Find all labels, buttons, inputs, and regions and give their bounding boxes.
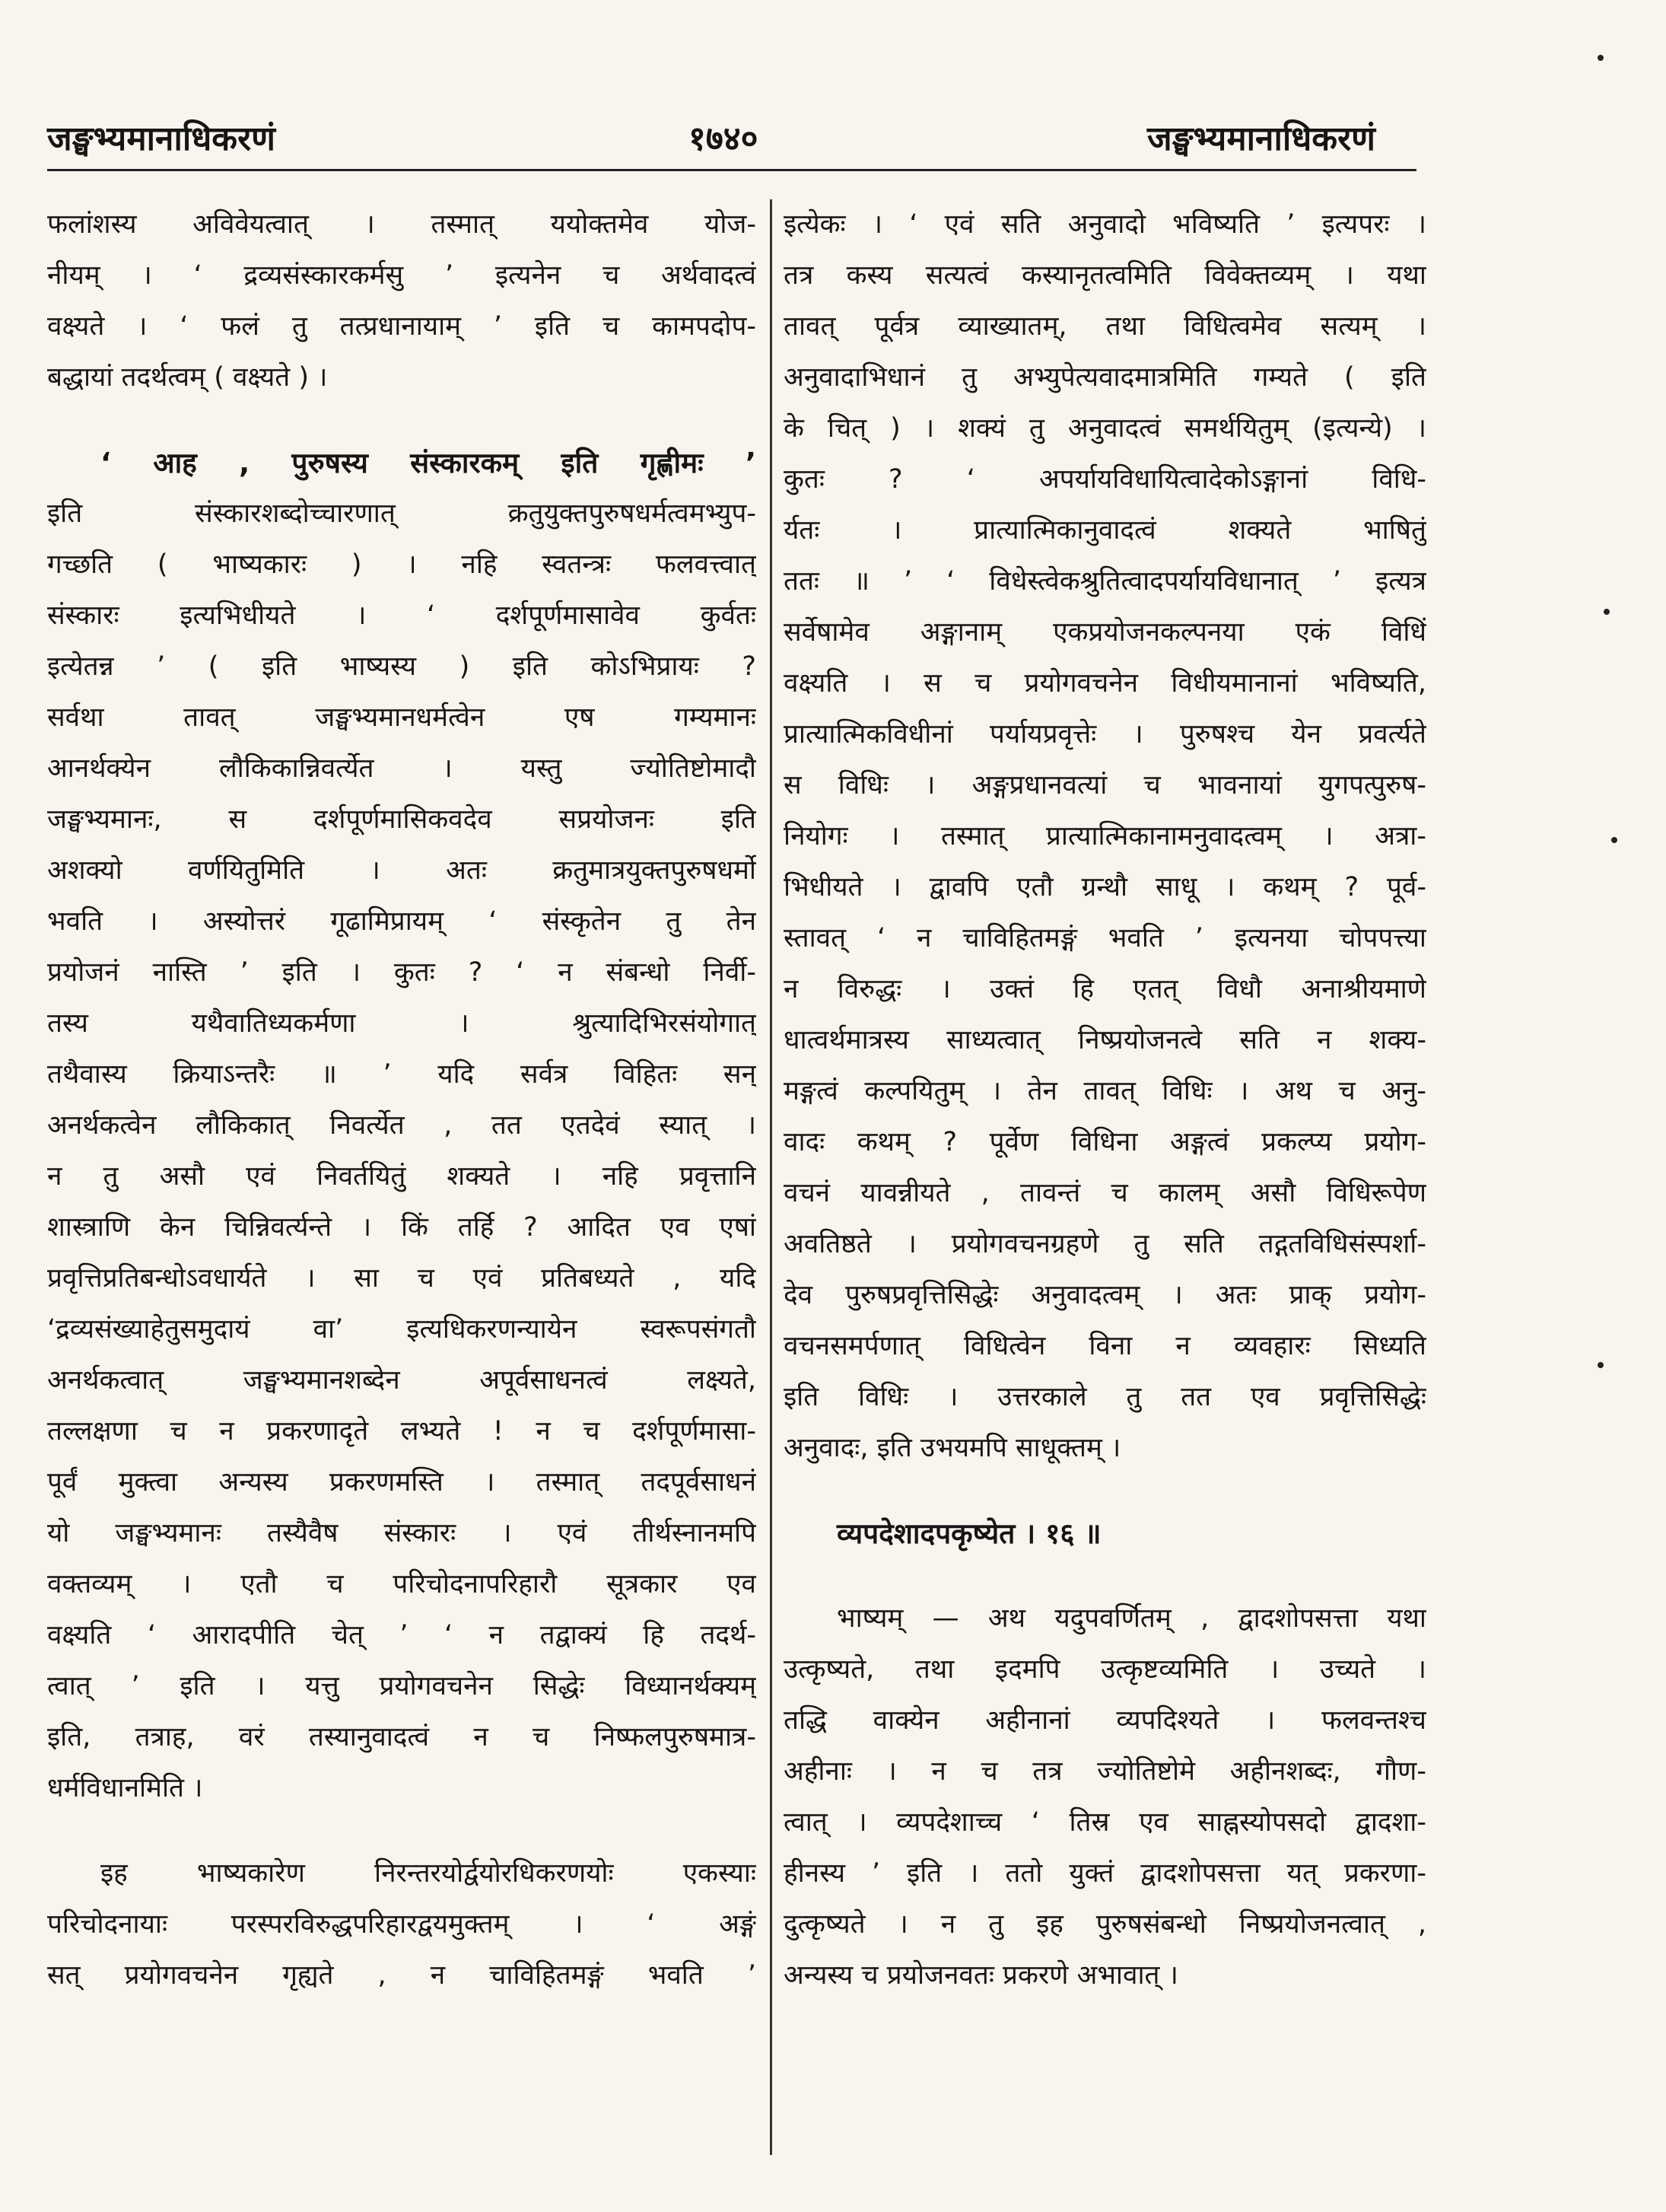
page-number: १७४० [688,119,758,158]
text-line: इति, तत्राह, वरं तस्यानुवादत्वं न च निष्फलपुरुषमात्र- [47,1722,756,1752]
text-line: वक्ष्यते । ‘ फलं तु तत्प्रधानायाम् ’ इति च कामपदोप- [47,311,756,342]
text-line: इति संस्कारशब्दोच्चारणात् क्रतुयुक्तपुरुषधर्मत्वमभ्युप- [47,498,756,529]
paragraph-gap [784,1474,1426,1508]
scan-speck [1611,837,1617,843]
text-line: मङ्गत्वं कल्पयितुम् । तेन तावत् विधिः । अथ च अनु- [784,1076,1426,1106]
text-line: अन्यस्य च प्रयोजनवतः प्रकरणे अभावात् । [784,1960,1178,1991]
text-line: प्रात्यात्मिकविधीनां पर्यायप्रवृत्तेः । पुरुषश्च येन प्रवर्त्यते [784,719,1426,750]
right-column [784,199,1426,2001]
text-line: सर्वेषामेव अङ्गानाम् एकप्रयोजनकल्पनया एकं विधिं [784,617,1426,648]
scan-speck [1598,55,1604,61]
text-line: प्रयोजनं नास्ति ’ इति । कुतः ? ‘ न संबन्धो निर्वी- [47,957,756,988]
text-line: कुतः ? ‘ अपर्यायविधायित्वादेकोऽङ्गानां विधि- [784,464,1426,495]
text-line: यो जङ्घभ्यमानः तस्यैवैष संस्कारः । एवं तीर्थस्नानमपि [47,1518,756,1548]
paragraph-gap [47,1814,756,1848]
text-line: तस्य यथैवातिध्यकर्मणा । श्रुत्यादिभिरसंयोगात् [47,1008,756,1039]
text-line: वचनं यावन्नीयते , तावन्तं च कालम् असौ विधिरूपेण [784,1178,1426,1208]
scan-speck [1598,1362,1604,1368]
text-line: व्यपदेशादपकृष्येत । १६ ॥ [837,1517,1102,1550]
header-rule [47,169,1416,171]
text-line: अनर्थकत्वात् जङ्घभ्यमानशब्देन अपूर्वसाधनत्वं लक्ष्यते, [47,1365,756,1396]
text-line: ‘द्रव्यसंख्याहेतुसमुदायं वा’ इत्यधिकरणन्यायेन स्वरूपसंगतौ [47,1314,756,1345]
text-line: इति विधिः । उत्तरकाले तु तत एव प्रवृत्तिसिद्धेः [784,1382,1426,1412]
text-line: फलांशस्य अविवेयत्वात् । तस्मात् ययोक्तमेव योज- [47,209,756,240]
text-line: वक्ष्यति । स च प्रयोगवचनेन विधीयमानानां भविष्यति, [784,668,1426,699]
text-line: वचनसमर्पणात् विधित्वेन विना न व्यवहारः सिध्यति [784,1331,1426,1361]
text-line: वक्ष्यति ‘ आरादपीति चेत् ’ ‘ न तद्वाक्यं हि तदर्थ- [47,1620,756,1650]
text-line: दुत्कृष्यते । न तु इह पुरुषसंबन्धो निष्प्रयोजनत्वात् , [784,1909,1426,1940]
text-line: तथैवास्य क्रियाऽन्तरैः ॥ ’ यदि सर्वत्र विहितः सन् [47,1059,756,1090]
text-line: ततः ॥ ’ ‘ विधेस्त्वेकश्रुतित्वादपर्यायविधानात् ’ इत्यत्र [784,566,1426,597]
running-header-left: जङ्घभ्यमानाधिकरणं [47,119,275,158]
left-column [47,199,756,2001]
text-line: नियोगः । तस्मात् प्रात्यात्मिकानामनुवादत्वम् । अत्रा- [784,821,1426,851]
text-line: सर्वथा तावत् जङ्घभ्यमानधर्मत्वेन एष गम्यमानः [47,702,756,733]
text-line: तावत् पूर्वत्र व्याख्यातम्, तथा विधित्वमेव सत्यम् । [784,311,1426,342]
text-line: बद्धायां तदर्थत्वम् ( वक्ष्यते ) । [47,362,328,393]
text-line: वक्तव्यम् । एतौ च परिचोदनापरिहारौ सूत्रकार एव [47,1569,756,1599]
text-line: सत् प्रयोगवचनेन गृह्यते , न चाविहितमङ्गं भवति ’ [47,1960,756,1991]
scan-speck [1604,609,1610,615]
text-line: धात्वर्थमात्रस्य साध्यत्वात् निष्प्रयोजनत्वे सति न शक्य- [784,1025,1426,1055]
text-line: ‘ आह , पुरुषस्य संस्कारकम् इति गृह्णीमः ’ [100,447,756,479]
text-line: न तु असौ एवं निवर्तयितुं शक्यते । नहि प्रवृत्तानि [47,1161,756,1192]
text-line: हीनस्य ’ इति । ततो युक्तं द्वादशोपसत्ता यत् प्रकरणा- [784,1858,1426,1889]
text-line: परिचोदनायाः परस्परविरुद्धपरिहारद्वयमुक्तम् । ‘ अङ्गं [47,1909,756,1940]
text-line: धर्मविधानमिति । [47,1773,203,1803]
text-line: भाष्यम् — अथ यदुपवर्णितम् , द्वादशोपसत्ता यथा [837,1603,1426,1634]
text-line: नीयम् । ‘ द्रव्यसंस्कारकर्मसु ’ इत्यनेन च अर्थवादत्वं [47,260,756,291]
text-line: इत्येतन्न ’ ( इति भाष्यस्य ) इति कोऽभिप्रायः ? [47,651,756,682]
text-line: अनुवादाभिधानं तु अभ्युपेत्यवादमात्रमिति गम्यते ( इति [784,362,1426,393]
text-line: अशक्यो वर्णयितुमिति । अतः क्रतुमात्रयुक्तपुरुषधर्मो [47,855,756,886]
text-line: तत्र कस्य सत्यत्वं कस्यानृतत्वमिति विवेक्तव्यम् । यथा [784,260,1426,291]
text-line: शास्त्राणि केन चिन्निवर्त्यन्ते । किं तर्हि ? आदित एव एषां [47,1212,756,1243]
text-line: त्वात् । व्यपदेशाच्च ‘ तिस्र एव साह्नस्योपसदो द्वादशा- [784,1807,1426,1838]
text-line: प्रवृत्तिप्रतिबन्धोऽवधार्यते । सा च एवं प्रतिबध्यते , यदि [47,1263,756,1294]
text-line: उत्कृष्यते, तथा इदमपि उत्कृष्टव्यमिति । उच्यते । [784,1654,1426,1685]
running-header-right: जङ्घभ्यमानाधिकरणं [1147,119,1375,158]
text-line: संस्कारः इत्यभिधीयते । ‘ दर्शपूर्णमासावेव कुर्वतः [47,600,756,631]
text-line: स विधिः । अङ्गप्रधानवत्यां च भावनायां युगपत्पुरुष- [784,770,1426,800]
text-line: भवति । अस्योत्तरं गूढामिप्रायम् ‘ संस्कृतेन तु तेन [47,906,756,937]
text-line: अहीनाः । न च तत्र ज्योतिष्टोमे अहीनशब्दः, गौण- [784,1756,1426,1787]
text-line: र्यतः । प्रात्यात्मिकानुवादत्वं शक्यते भाषितुं [784,515,1426,546]
text-line: अवतिष्ठते । प्रयोगवचनग्रहणे तु सति तद्गतविधिसंस्पर्शा- [784,1229,1426,1259]
column-divider [770,199,772,2155]
text-line: अनर्थकत्वेन लौकिकात् निवर्त्येत , तत एतदेवं स्यात् । [47,1110,756,1141]
text-line: वादः कथम् ? पूर्वेण विधिना अङ्गत्वं प्रकल्प्य प्रयोग- [784,1127,1426,1157]
paragraph-gap [47,403,756,438]
text-line: न विरुद्धः । उक्तं हि एतत् विधौ अनाश्रीयमाणे [784,974,1426,1004]
text-line: पूर्वं मुक्त्वा अन्यस्य प्रकरणमस्ति । तस्मात् तदपूर्वसाधनं [47,1467,756,1497]
text-line: अनुवादः, इति उभयमपि साधूक्तम् । [784,1433,1121,1463]
text-line: के चित् ) । शक्यं तु अनुवादत्वं समर्थयितुम् (इत्यन्ये) । [784,413,1426,444]
text-line: त्वात् ’ इति । यत्तु प्रयोगवचनेन सिद्धेः विध्यानर्थक्यम् [47,1671,756,1701]
text-line: आनर्थक्येन लौकिकान्निवर्त्येत । यस्तु ज्योतिष्टोमादौ [47,753,756,784]
text-line: जङ्घभ्यमानः, स दर्शपूर्णमासिकवदेव सप्रयोजनः इति [47,804,756,835]
text-line: इह भाष्यकारेण निरन्तरयोर्द्वयोरधिकरणयोः एकस्याः [100,1858,756,1889]
text-line: तद्धि वाक्येन अहीनानां व्यपदिश्यते । फलवन्तश्च [784,1705,1426,1736]
text-line: इत्येकः । ‘ एवं सति अनुवादो भविष्यति ’ इत्यपरः । [784,209,1426,240]
paragraph-gap [784,1559,1426,1593]
text-line: तल्लक्षणा च न प्रकरणादृते लभ्यते ! न च दर्शपूर्णमासा- [47,1416,756,1447]
text-line: गच्छति ( भाष्यकारः ) । नहि स्वतन्त्रः फलवत्त्वात् [47,549,756,580]
text-line: भिधीयते । द्वावपि एतौ ग्रन्थौ साधू । कथम् ? पूर्व- [784,872,1426,902]
text-line: देव पुरुषप्रवृत्तिसिद्धेः अनुवादत्वम् । अतः प्राक् प्रयोग- [784,1280,1426,1310]
text-line: स्तावत् ‘ न चाविहितमङ्गं भवति ’ इत्यनया चोपपत्त्या [784,923,1426,953]
